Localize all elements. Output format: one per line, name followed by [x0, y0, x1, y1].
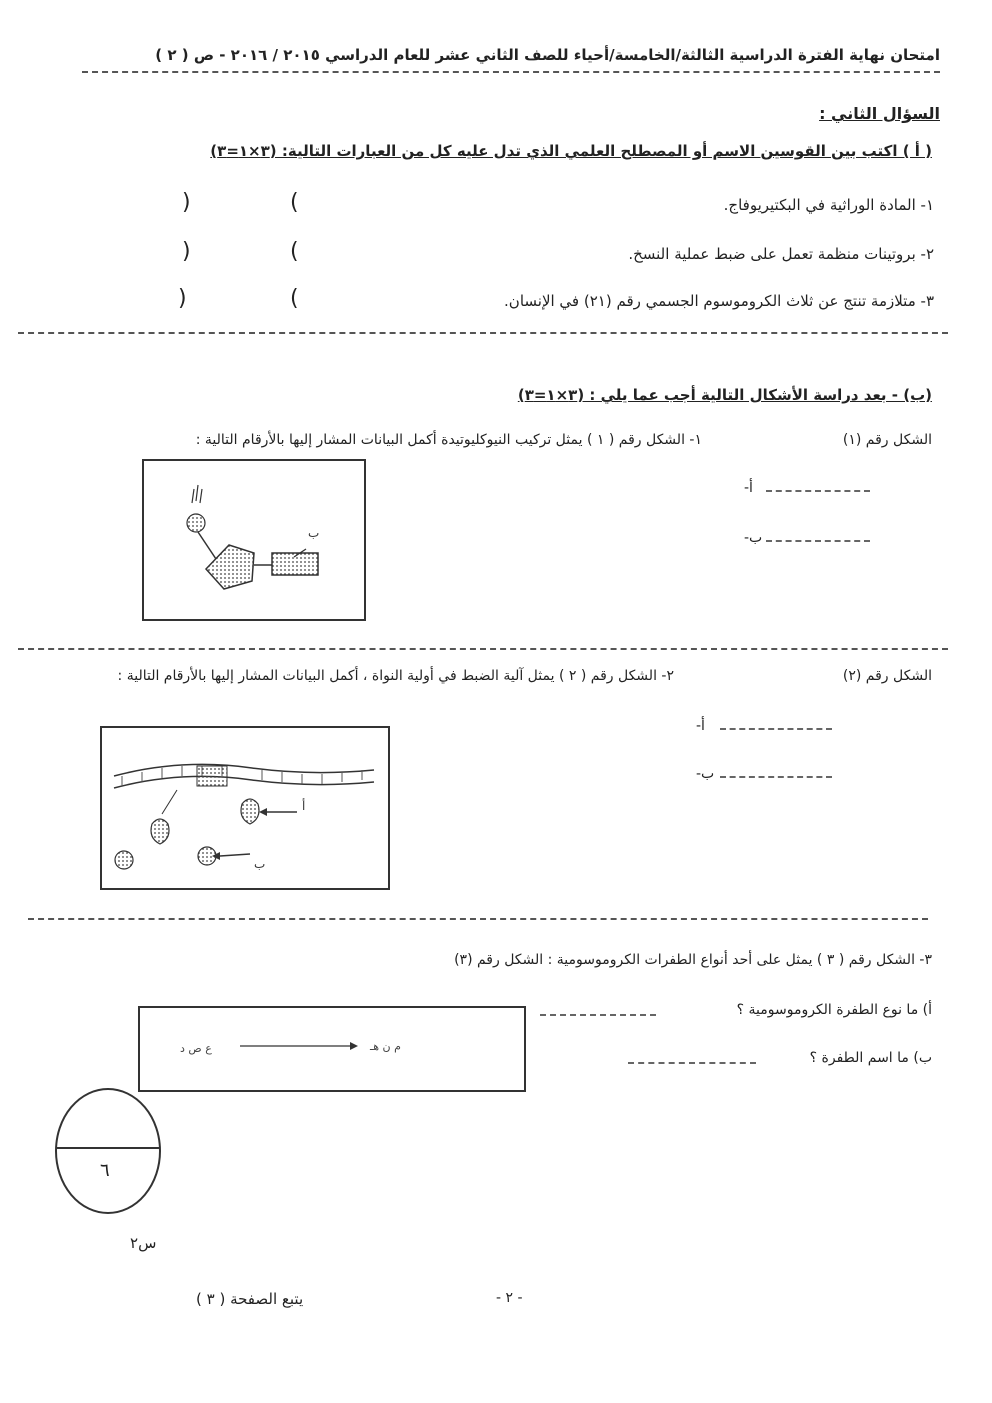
part-a-instruction: ( أ ) اكتب بين القوسين الاسم أو المصطلح العلمي الذي تدل عليه كل من العبارات التالية: (٣×١=٣): [210, 142, 932, 160]
fig1-label-a: أ-: [744, 480, 753, 496]
answer-paren-open: (: [290, 286, 299, 311]
exam-header: امتحان نهاية الفترة الدراسية الثالثة/الخامسة/أحياء للصف الثاني عشر للعام الدراسي ٢٠١٥ / ٢٠١٦ - ص ( ٢ ): [155, 46, 940, 64]
part-a-item-3: ٣- متلازمة تنتج عن ثلاث الكروموسوم الجسمي رقم (٢١) في الإنسان.: [504, 292, 934, 310]
section-divider: [28, 918, 928, 920]
fig1-caption: الشكل رقم (١): [842, 432, 932, 448]
fig3-question-a: أ) ما نوع الطفرة الكروموسومية ؟: [736, 1002, 932, 1018]
section-divider: [18, 648, 948, 650]
figure-2-operon: [100, 726, 390, 890]
fig3-answer-line-a[interactable]: [540, 1014, 656, 1016]
fig1-prompt: ١- الشكل رقم ( ١ ) يمثل تركيب النيوكليوتيدة أكمل البيانات المشار إليها بالأرقام التالية :: [195, 432, 702, 448]
fig2-prompt: ٢- الشكل رقم ( ٢ ) يمثل آلية الضبط في أولية النواة ، أكمل البيانات المشار إليها بالأرقام التالية :: [117, 668, 674, 684]
answer-paren-close: ): [178, 286, 187, 311]
fig2-answer-line-a[interactable]: [720, 728, 832, 730]
fig2-mark-b: ب: [254, 857, 266, 871]
mutation-diagram: [140, 1008, 524, 1090]
answer-paren-close: ): [182, 190, 191, 215]
fig2-label-a: أ-: [696, 718, 705, 734]
continue-note: يتبع الصفحة ( ٣ ): [196, 1290, 304, 1308]
page-number: - ٢ -: [496, 1290, 523, 1306]
figure-1-nucleotide: [142, 459, 366, 621]
fig3-inner-left: ع ص د: [180, 1042, 212, 1055]
fig2-mark-a: أ: [302, 799, 306, 813]
question-label: السؤال الثاني :: [819, 104, 940, 123]
answer-paren-open: (: [290, 190, 299, 215]
fig3-answer-line-b[interactable]: [628, 1062, 756, 1064]
score-circle: [52, 1086, 164, 1216]
answer-paren-open: (: [290, 239, 299, 264]
part-a-item-1: ١- المادة الوراثية في البكتيريوفاج.: [723, 196, 934, 214]
score-value: ٦: [100, 1160, 110, 1181]
fig3-inner-right: م ن هـ: [370, 1040, 401, 1053]
fig1-answer-line-b[interactable]: [766, 540, 870, 542]
fig1-label-b: ب-: [744, 530, 763, 546]
answer-paren-close: ): [182, 239, 191, 264]
fig1-answer-line-a[interactable]: [766, 490, 870, 492]
fig2-caption: الشكل رقم (٢): [842, 668, 932, 684]
fig1-mark-b: ب: [308, 526, 320, 540]
fig3-prompt: ٣- الشكل رقم ( ٣ ) يمثل على أحد أنواع الطفرات الكروموسومية : الشكل رقم (٣): [454, 952, 932, 968]
figure-3-mutation: [138, 1006, 526, 1092]
fig2-label-b: ب-: [696, 766, 715, 782]
nucleotide-diagram: [144, 461, 364, 619]
header-rule: [82, 71, 940, 73]
section-divider: [18, 332, 948, 334]
part-a-item-2: ٢- بروتينات منظمة تعمل على ضبط عملية النسخ.: [628, 245, 934, 263]
fig3-question-b: ب) ما اسم الطفرة ؟: [809, 1050, 932, 1066]
score-label: س٢: [130, 1234, 157, 1252]
operon-diagram: [102, 728, 388, 888]
part-b-instruction: (ب) - بعد دراسة الأشكال التالية أجب عما يلي : (٣×١=٣): [517, 386, 932, 404]
fig2-answer-line-b[interactable]: [720, 776, 832, 778]
